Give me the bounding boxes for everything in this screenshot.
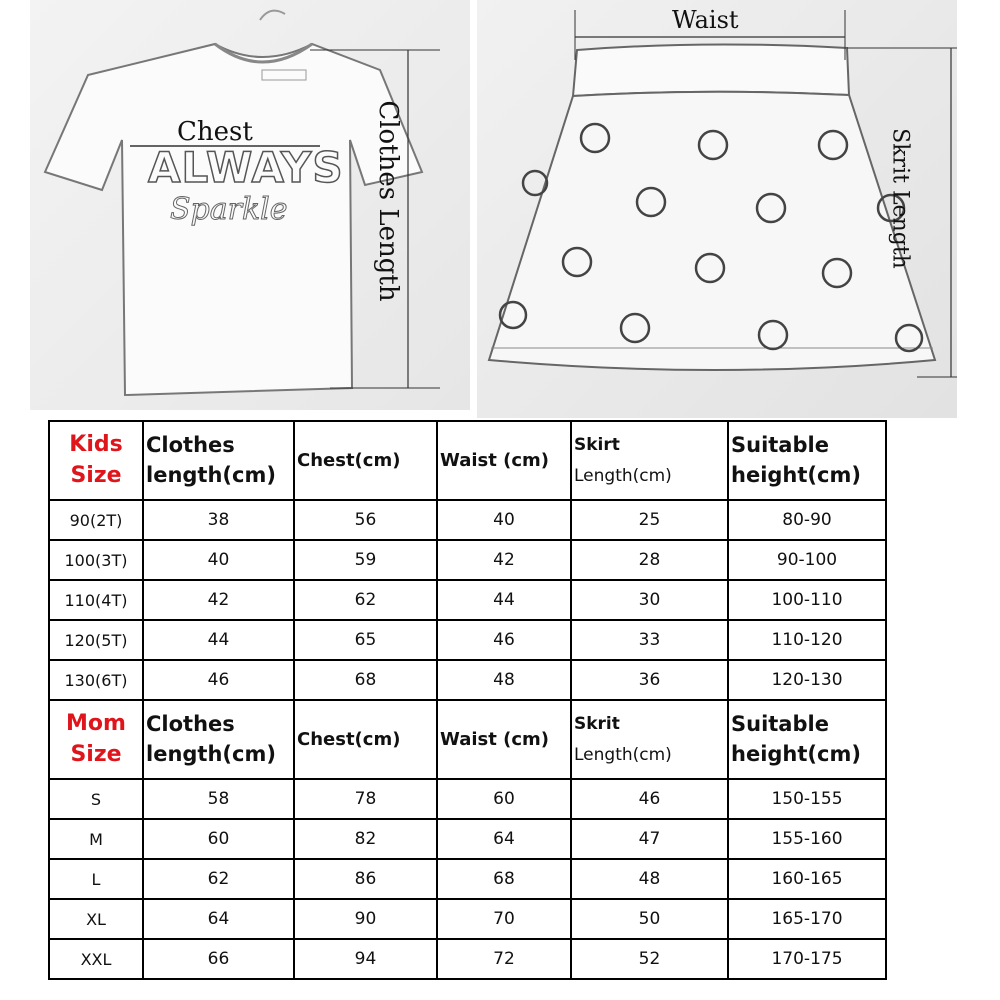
mom-suitable-height-header: Suitable height(cm) — [728, 700, 886, 779]
size-cell: 110(4T) — [49, 580, 143, 620]
height-cell: 120-130 — [728, 660, 886, 700]
kids-clothes-length-header: Clothes length(cm) — [143, 421, 294, 500]
waist-cell: 68 — [437, 859, 571, 899]
clothes-length-cell: 44 — [143, 620, 294, 660]
height-cell: 170-175 — [728, 939, 886, 979]
clothes-length-cell: 46 — [143, 660, 294, 700]
waist-label: Waist — [672, 6, 739, 34]
tshirt-diagram — [30, 0, 470, 410]
table-row — [49, 540, 886, 580]
kids-skirt-length-header: Skirt Length(cm) — [571, 421, 728, 500]
size-cell: 90(2T) — [49, 500, 143, 540]
waist-cell: 48 — [437, 660, 571, 700]
size-cell: L — [49, 859, 143, 899]
mom-header-row — [49, 700, 886, 779]
chest-cell: 86 — [294, 859, 437, 899]
mom-chest-header: Chest(cm) — [294, 700, 437, 779]
size-chart-table — [48, 420, 887, 980]
kids-waist-header: Waist (cm) — [437, 421, 571, 500]
clothes-length-cell: 38 — [143, 500, 294, 540]
size-cell: XL — [49, 899, 143, 939]
table-row — [49, 580, 886, 620]
kids-chest-header: Chest(cm) — [294, 421, 437, 500]
chest-label: Chest — [177, 117, 253, 147]
clothes-length-cell: 60 — [143, 819, 294, 859]
chest-cell: 78 — [294, 779, 437, 819]
chest-cell: 56 — [294, 500, 437, 540]
waist-cell: 44 — [437, 580, 571, 620]
waist-cell: 70 — [437, 899, 571, 939]
skirt-length-cell: 47 — [571, 819, 728, 859]
size-cell: S — [49, 779, 143, 819]
skirt-length-cell: 25 — [571, 500, 728, 540]
height-cell: 160-165 — [728, 859, 886, 899]
skirt-diagram — [477, 0, 957, 418]
skirt-length-cell: 28 — [571, 540, 728, 580]
skirt-length-cell: 36 — [571, 660, 728, 700]
height-cell: 110-120 — [728, 620, 886, 660]
mom-skirt-length-header: Skrit Length(cm) — [571, 700, 728, 779]
skirt-length-label: Skrit Length — [887, 128, 913, 269]
chest-cell: 59 — [294, 540, 437, 580]
kids-size-header: Kids Size — [49, 421, 143, 500]
shirt-print-sparkle: Sparkle — [170, 192, 288, 227]
skirt-length-cell: 33 — [571, 620, 728, 660]
chest-cell: 62 — [294, 580, 437, 620]
waist-cell: 42 — [437, 540, 571, 580]
height-cell: 80-90 — [728, 500, 886, 540]
table-row — [49, 500, 886, 540]
size-cell: 120(5T) — [49, 620, 143, 660]
waist-cell: 72 — [437, 939, 571, 979]
skirt-length-cell: 50 — [571, 899, 728, 939]
waist-cell: 60 — [437, 779, 571, 819]
skirt-length-cell: 46 — [571, 779, 728, 819]
clothes-length-cell: 66 — [143, 939, 294, 979]
height-cell: 155-160 — [728, 819, 886, 859]
skirt-length-cell: 30 — [571, 580, 728, 620]
table-row — [49, 859, 886, 899]
table-row — [49, 660, 886, 700]
table-row — [49, 779, 886, 819]
shirt-print-always: ALWAYS — [148, 143, 344, 192]
skirt-drawing — [477, 0, 957, 418]
waist-cell: 64 — [437, 819, 571, 859]
height-cell: 100-110 — [728, 580, 886, 620]
height-cell: 165-170 — [728, 899, 886, 939]
skirt-length-cell: 48 — [571, 859, 728, 899]
table-row — [49, 819, 886, 859]
clothes-length-cell: 42 — [143, 580, 294, 620]
clothes-length-cell: 64 — [143, 899, 294, 939]
chest-cell: 94 — [294, 939, 437, 979]
clothes-length-label: Clothes Length — [373, 100, 403, 302]
size-cell: XXL — [49, 939, 143, 979]
chest-cell: 68 — [294, 660, 437, 700]
table-row — [49, 899, 886, 939]
size-cell: 100(3T) — [49, 540, 143, 580]
height-cell: 150-155 — [728, 779, 886, 819]
clothes-length-cell: 62 — [143, 859, 294, 899]
clothes-length-cell: 58 — [143, 779, 294, 819]
mom-clothes-length-header: Clothes length(cm) — [143, 700, 294, 779]
size-cell: 130(6T) — [49, 660, 143, 700]
skirt-length-cell: 52 — [571, 939, 728, 979]
table-row — [49, 939, 886, 979]
waist-cell: 46 — [437, 620, 571, 660]
kids-header-row — [49, 421, 886, 500]
chest-cell: 82 — [294, 819, 437, 859]
size-cell: M — [49, 819, 143, 859]
kids-suitable-height-header: Suitable height(cm) — [728, 421, 886, 500]
chest-cell: 90 — [294, 899, 437, 939]
clothes-length-cell: 40 — [143, 540, 294, 580]
chest-cell: 65 — [294, 620, 437, 660]
mom-waist-header: Waist (cm) — [437, 700, 571, 779]
waist-cell: 40 — [437, 500, 571, 540]
height-cell: 90-100 — [728, 540, 886, 580]
table-row — [49, 620, 886, 660]
mom-size-header: Mom Size — [49, 700, 143, 779]
